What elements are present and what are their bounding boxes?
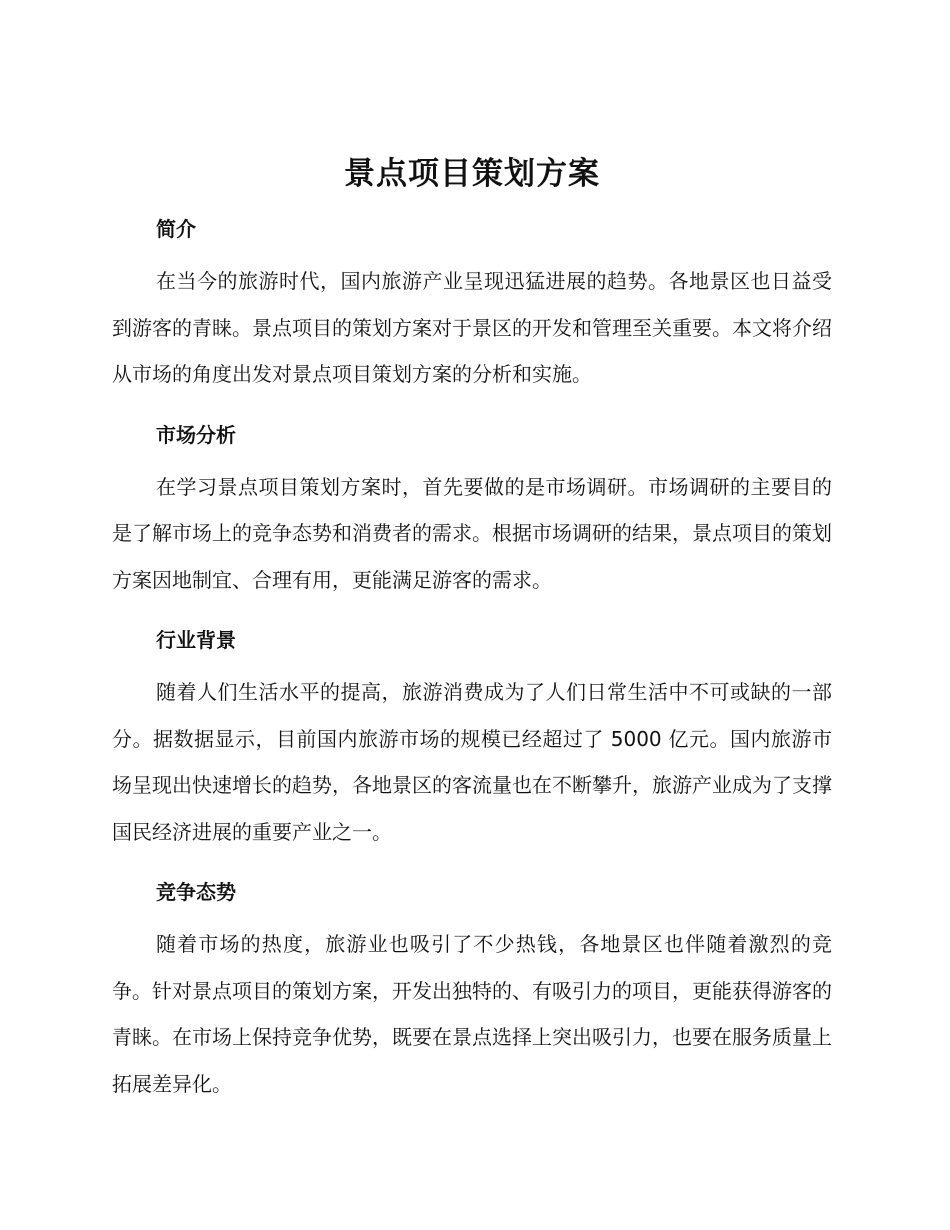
section-heading-competition: 竞争态势 bbox=[156, 880, 236, 904]
section-paragraph-industry-background: 随着人们生活水平的提高，旅游消费成为了人们日常生活中不可或缺的一部分。据数据显示，目前国内旅游市场的规模已经超过了 5000 亿元。国内旅游市场呈现出快速增长的趋势，各地景区的客流量也在不断攀升，旅游产业成为了支撑国民经济进展的重要产业之一。 bbox=[112, 680, 832, 844]
section-paragraph-market-analysis: 在学习景点项目策划方案时，首先要做的是市场调研。市场调研的主要目的是了解市场上的竞争态势和消费者的需求。根据市场调研的结果，景点项目的策划方案因地制宜、合理有用，更能满足游客的需求。 bbox=[112, 474, 832, 592]
section-paragraph-competition: 随着市场的热度，旅游业也吸引了不少热钱，各地景区也伴随着激烈的竞争。针对景点项目的策划方案，开发出独特的、有吸引力的项目，更能获得游客的青睐。在市场上保持竞争优势，既要在景点选择上突出吸引力，也要在服务质量上拓展差异化。 bbox=[112, 932, 832, 1096]
section-heading-industry-background: 行业背景 bbox=[156, 628, 236, 652]
section-paragraph-intro: 在当今的旅游时代，国内旅游产业呈现迅猛进展的趋势。各地景区也日益受到游客的青睐。景点项目的策划方案对于景区的开发和管理至关重要。本文将介绍从市场的角度出发对景点项目策划方案的分析和实施。 bbox=[112, 269, 832, 386]
section-heading-intro: 简介 bbox=[156, 217, 196, 241]
section-heading-market-analysis: 市场分析 bbox=[156, 422, 236, 447]
document-page bbox=[112, 148, 832, 1129]
document-title: 景点项目策划方案 bbox=[344, 156, 600, 192]
